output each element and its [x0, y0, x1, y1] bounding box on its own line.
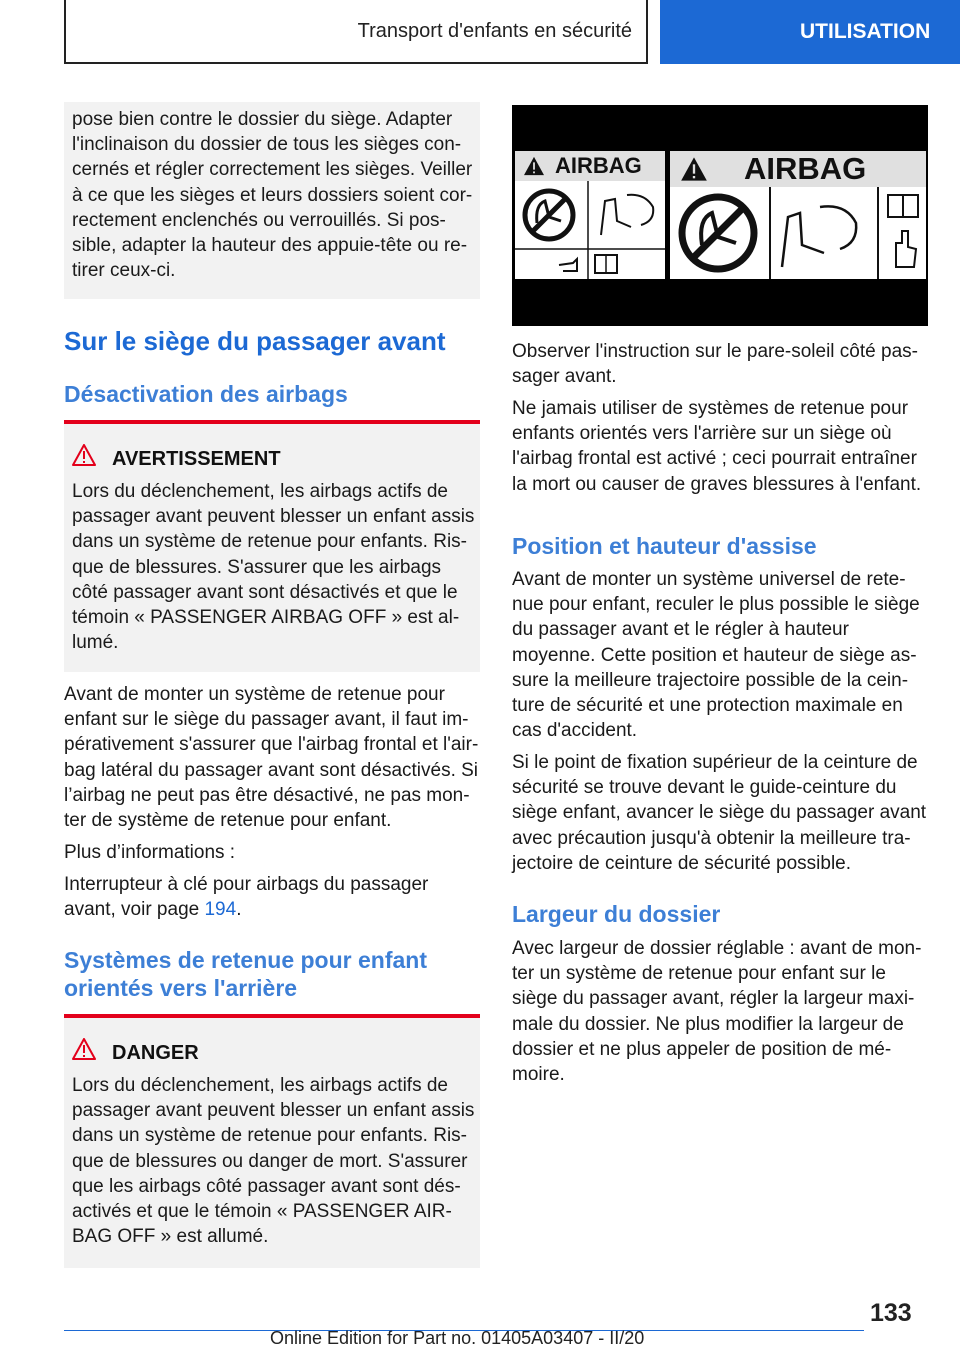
warning-title: AVERTISSEMENT	[112, 448, 281, 470]
text-line: avec précaution jusqu'à obtenir la meilleure tra‐	[512, 827, 911, 849]
text-line: Lors du déclenchement, les airbags actifs de	[72, 1075, 448, 1096]
large-label-pictograms	[670, 187, 926, 279]
heading-airbag-deactivation: Désactivation des airbags	[64, 381, 348, 407]
text-line: Ne jamais utiliser de systèmes de retenue pour	[512, 398, 909, 419]
footer-edition: Online Edition for Part no. 01405A03407 - II/20	[270, 1328, 645, 1348]
text-line: sure la meilleure trajectoire possible de la cein‐	[512, 669, 909, 691]
large-label-header	[670, 151, 926, 187]
warning-text	[72, 479, 474, 655]
text-line: dossier et ne plus appeler de position de mé‐	[512, 1038, 892, 1060]
text-line: ter un système de retenue pour enfant sur le	[512, 963, 886, 985]
text-line: orientés vers l'arrière	[64, 975, 298, 1001]
intro-text	[72, 107, 472, 283]
text-line: Avant de monter un système universel de rete‐	[512, 569, 906, 590]
text-line: siège enfant, avancer le siège du passager avant	[512, 802, 927, 824]
heading-backrest-width: Largeur du dossier	[512, 901, 721, 927]
text-line: sager avant.	[512, 366, 617, 388]
text-line: nue pour enfant, reculer le plus possible le siège	[512, 594, 920, 616]
text-line: Systèmes de retenue pour enfant	[64, 947, 427, 973]
text-line: à ce que les sièges et leurs dossiers soient cor‐	[72, 184, 473, 206]
text-line: que de blessures. S'assurer que les airbags	[72, 556, 442, 578]
danger-triangle-icon	[72, 1038, 96, 1060]
para-observe-sunvisor	[512, 339, 918, 389]
text-line: enfant sur le siège du passager avant, il faut im‐	[64, 709, 469, 731]
ref-end: .	[236, 899, 242, 921]
ref-line-1: Interrupteur à clé pour airbags du passager	[64, 874, 429, 895]
more-info-label: Plus d’informations :	[64, 842, 236, 863]
ref-line-2: avant, voir page	[64, 899, 205, 921]
warning-triangle-icon	[72, 444, 96, 466]
text-line: tirer ceux-ci.	[72, 260, 176, 282]
page-link-194[interactable]: 194	[204, 899, 237, 921]
text-line: côté passager avant sont désactivés et que le	[72, 581, 458, 603]
text-line: Avant de monter un système de retenue pour	[64, 684, 445, 705]
text-line: moyenne. Cette position et hauteur de siège as‐	[512, 644, 917, 666]
header-section-title: Transport d'enfants en sécurité	[64, 0, 648, 64]
text-line: rectement enclenchés ou verrouillés. Si pos‐	[72, 209, 446, 231]
danger-text	[72, 1073, 474, 1249]
text-line: ture de sécurité et une protection maximale en	[512, 695, 903, 717]
large-airbag-label	[670, 151, 926, 279]
text-line: l’airbag ne peut pas être désactivé, ne pas mon‐	[64, 784, 470, 806]
small-airbag-label	[515, 151, 665, 279]
text-line: cernés et régler correctement les sièges. Veiller	[72, 159, 473, 181]
para-never-rear-facing	[512, 396, 921, 497]
text-line: enfants orientés vers l'arrière sur un siège où	[512, 423, 892, 445]
text-line: BAG OFF » est allumé.	[72, 1226, 269, 1248]
small-label-text: AIRBAG	[555, 153, 642, 178]
text-line: dans un système de retenue pour enfants. Ris‐	[72, 1125, 468, 1147]
text-line: que les airbags côté passager avant sont dés‐	[72, 1175, 461, 1197]
small-label-pictograms	[515, 181, 665, 279]
text-line: cas d'accident.	[512, 720, 638, 742]
text-line: témoin « PASSENGER AIRBAG OFF » est al‐	[72, 607, 460, 629]
text-line: sécurité se trouve devant le guide-ceinture du	[512, 777, 897, 799]
text-line: passager avant peuvent blesser un enfant assis	[72, 1100, 475, 1122]
text-line: l'airbag frontal est activé ; ceci pourrait entraîner	[512, 448, 917, 470]
large-label-warning-icon	[680, 156, 708, 182]
text-line: dans un système de retenue pour enfants. Ris‐	[72, 531, 468, 553]
para-before-mounting	[64, 682, 478, 833]
text-line: Observer l'instruction sur le pare-soleil côté pas‐	[512, 341, 918, 362]
text-line: moire.	[512, 1064, 565, 1086]
text-line: Lors du déclenchement, les airbags actifs de	[72, 481, 448, 502]
header-chapter-tab[interactable]: UTILISATION	[660, 0, 960, 64]
text-line: passager avant peuvent blesser un enfant assis	[72, 506, 475, 528]
text-line: bag latéral du passager avant sont désactivés. Si	[64, 759, 479, 781]
heading-seat-position: Position et hauteur d'assise	[512, 533, 817, 559]
cross-reference	[64, 872, 428, 922]
para-seat-position	[512, 567, 920, 743]
text-line: Avec largeur de dossier réglable : avant de mon‐	[512, 938, 922, 959]
heading-rear-facing	[64, 946, 427, 1002]
text-line: sible, adapter la hauteur des appuie-tête ou re‐	[72, 235, 468, 257]
text-line: la mort ou causer de graves blessures à l'enfant.	[512, 473, 922, 495]
text-line: pérativement s'assurer que l'airbag frontal et l'air‐	[64, 734, 479, 756]
text-line: ter de système de retenue pour enfant.	[64, 810, 392, 832]
text-line: l'inclinaison du dossier de tous les sièges con‐	[72, 134, 462, 156]
small-label-header	[515, 151, 665, 181]
airbag-warning-label-image	[512, 105, 928, 326]
para-backrest-width	[512, 936, 921, 1087]
text-line: jectoire de ceinture de sécurité possible.	[512, 852, 852, 874]
small-label-warning-icon	[523, 156, 545, 176]
page-number: 133	[870, 1299, 912, 1327]
heading-passenger-seat: Sur le siège du passager avant	[64, 326, 446, 356]
danger-title: DANGER	[112, 1042, 199, 1064]
text-line: siège du passager avant, régler la largeur maxi‐	[512, 988, 915, 1010]
text-line: que de blessures ou danger de mort. S'assurer	[72, 1150, 468, 1172]
large-label-text: AIRBAG	[744, 151, 867, 186]
text-line: Si le point de fixation supérieur de la ceinture de	[512, 752, 918, 773]
para-belt-anchor	[512, 750, 926, 876]
text-line: pose bien contre le dossier du siège. Adapter	[72, 109, 453, 130]
text-line: male du dossier. Ne plus modifier la largeur de	[512, 1013, 904, 1035]
text-line: lumé.	[72, 632, 119, 654]
text-line: activés et que le témoin « PASSENGER AIR‐	[72, 1201, 452, 1223]
text-line: du passager avant et le régler à hauteur	[512, 619, 849, 641]
